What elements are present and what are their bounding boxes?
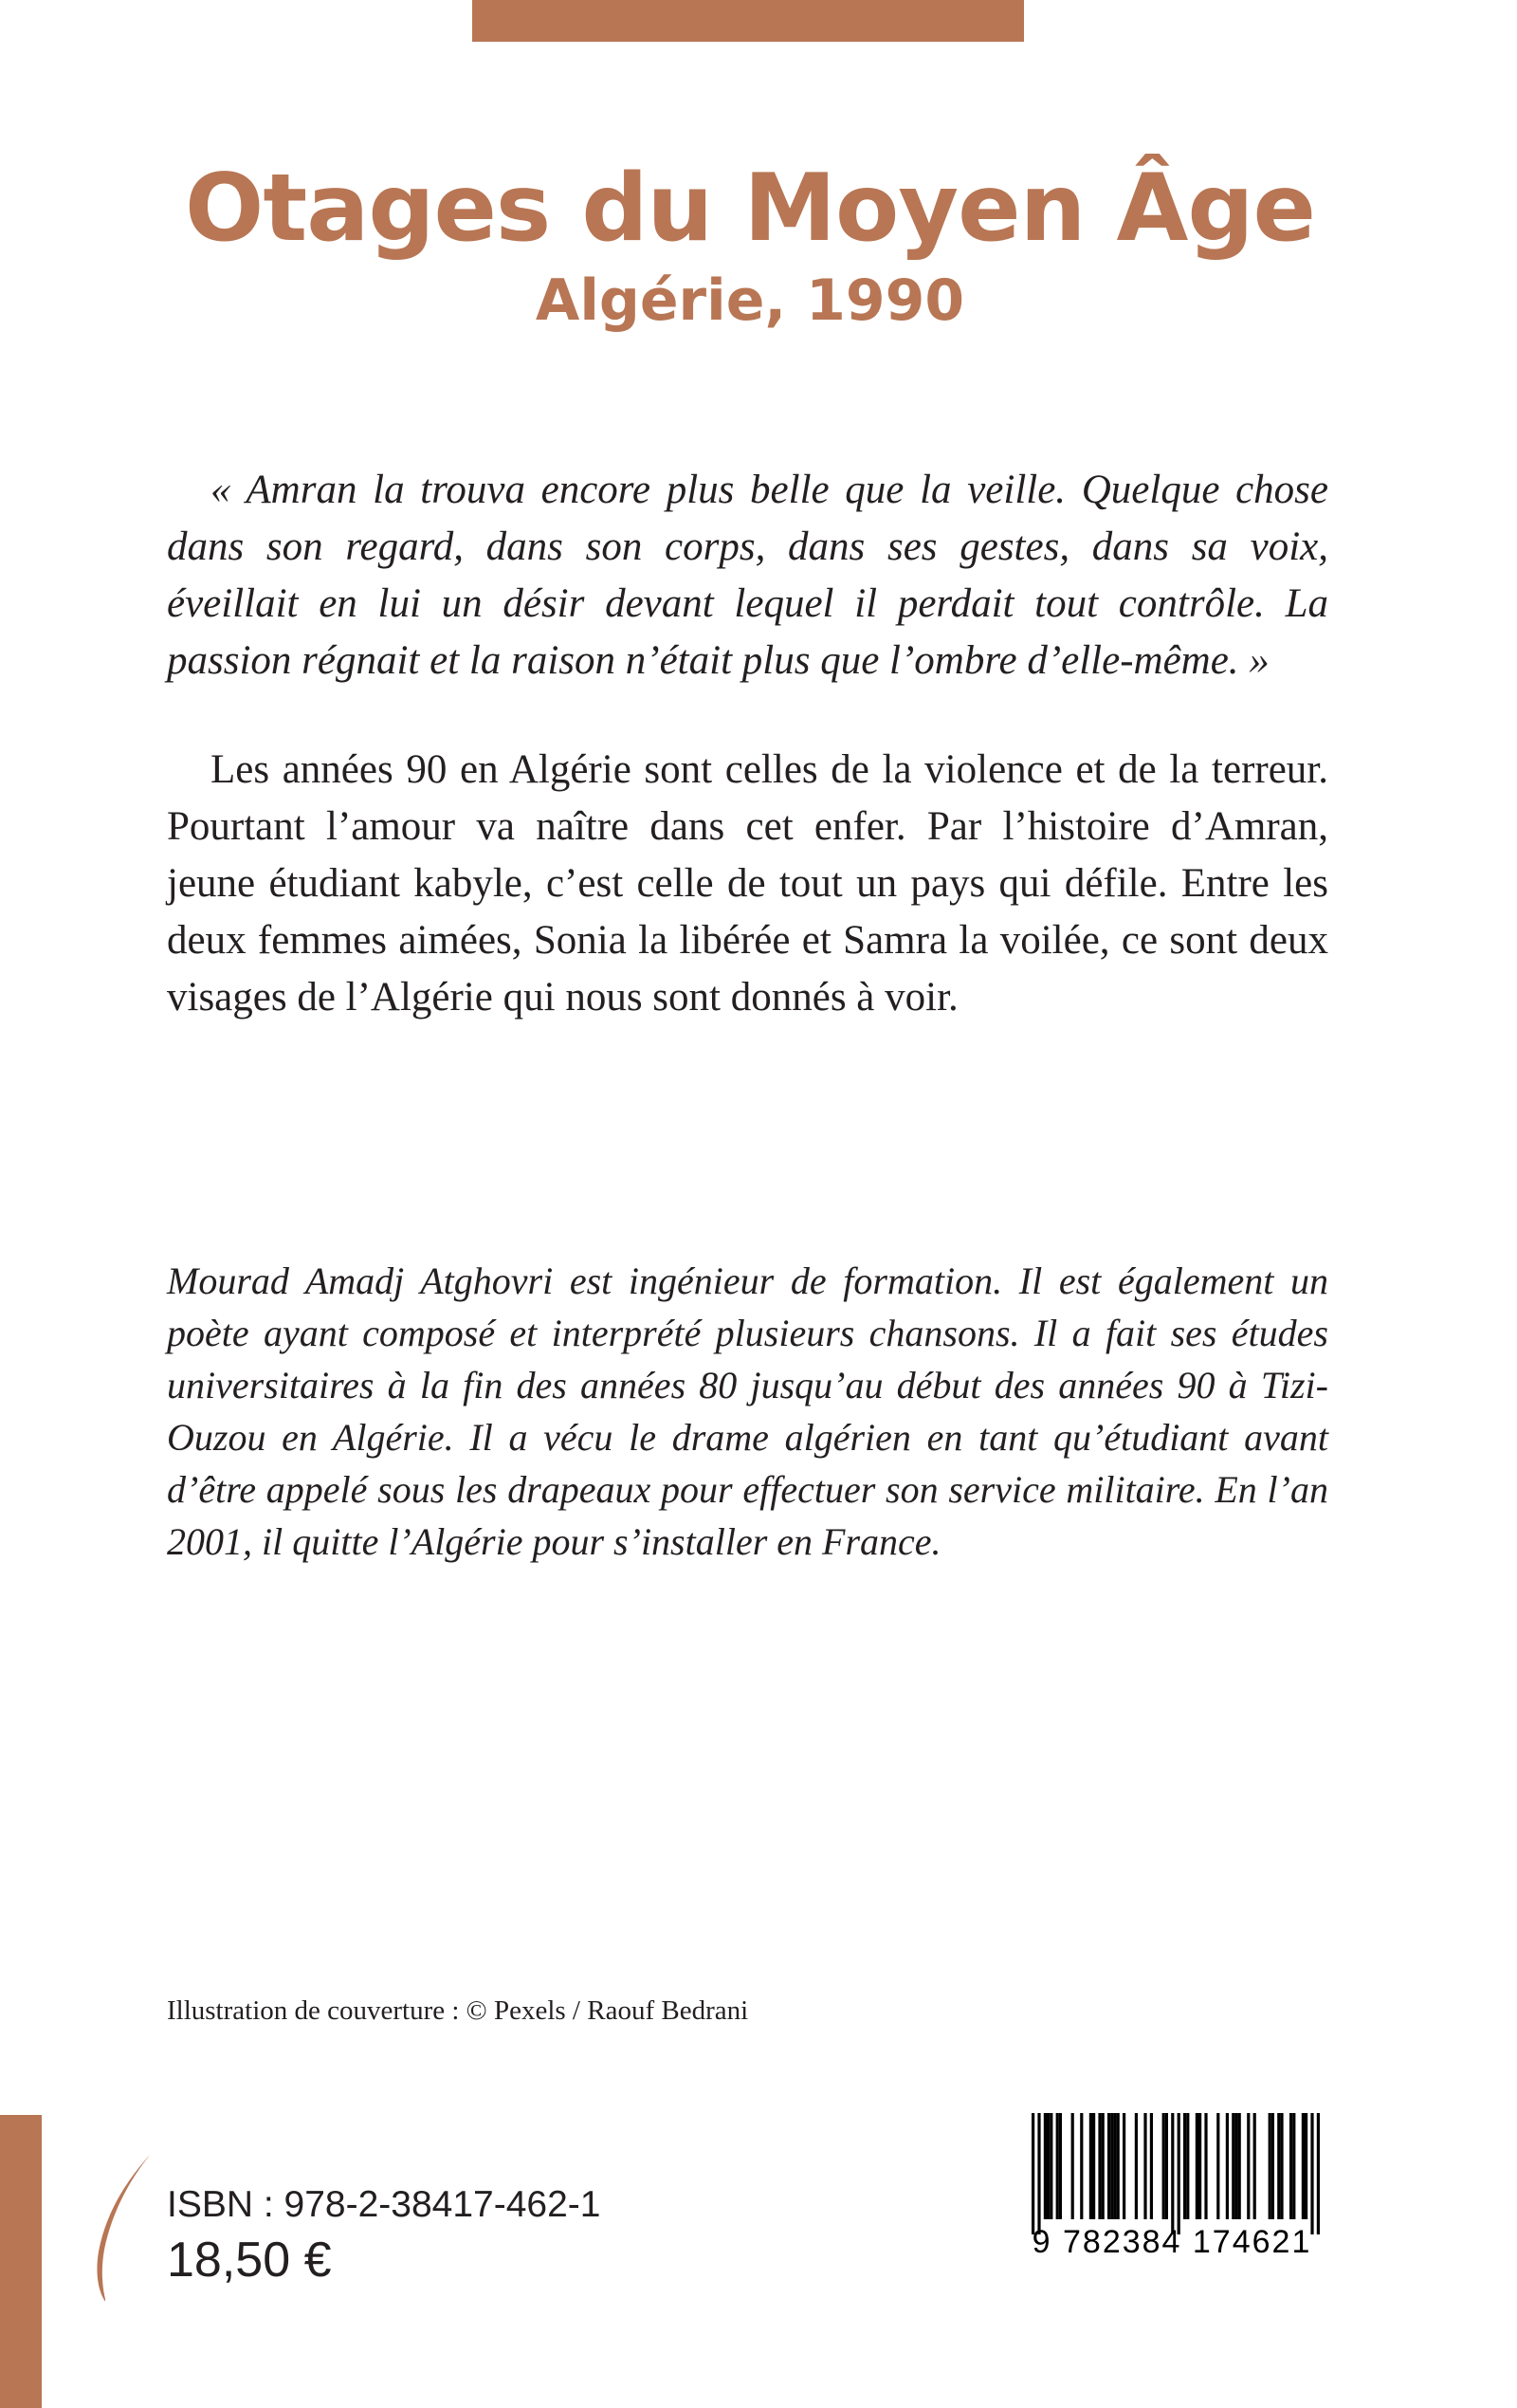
barcode-bar [1204, 2113, 1207, 2219]
barcode-bar [1102, 2113, 1105, 2219]
barcode-bar [1092, 2113, 1095, 2219]
barcode-bar [1143, 2113, 1146, 2219]
barcode-bar [1232, 2113, 1234, 2219]
book-subtitle: Algérie, 1990 [535, 267, 965, 334]
barcode-bar [1098, 2113, 1101, 2219]
barcode-bar [1226, 2113, 1229, 2219]
barcode-bar [1247, 2113, 1250, 2219]
barcode-bar [1198, 2113, 1201, 2219]
barcode-bar [1089, 2113, 1092, 2219]
barcode-bar [1186, 2113, 1189, 2219]
barcode-bar [1289, 2113, 1292, 2219]
barcode-bar [1135, 2113, 1138, 2219]
barcode-bar [1234, 2113, 1237, 2219]
barcode-bar [1165, 2113, 1168, 2219]
barcode-bar [1050, 2113, 1052, 2219]
barcode-bar [1047, 2113, 1050, 2219]
barcode-bar [1305, 2113, 1307, 2219]
barcode-bar [1183, 2113, 1186, 2219]
barcode-bar [1071, 2113, 1074, 2219]
feather-icon [93, 2151, 159, 2312]
barcode-bar [1107, 2113, 1110, 2219]
book-title: Otages du Moyen Âge [185, 155, 1315, 263]
barcode-number: 9 782384 174621 [1032, 2224, 1312, 2260]
barcode-bar [1196, 2113, 1198, 2219]
barcode-bar [1277, 2113, 1280, 2219]
barcode-bar [1117, 2113, 1120, 2219]
barcode-bar [1123, 2113, 1125, 2219]
barcode-bar [1059, 2113, 1062, 2219]
barcode-bar [1269, 2113, 1271, 2219]
barcode-bar [1110, 2113, 1113, 2219]
barcode-bar [1162, 2113, 1165, 2219]
barcode-bar [1113, 2113, 1116, 2219]
barcode-bar [1216, 2113, 1219, 2219]
barcode-bar [1292, 2113, 1295, 2219]
barcode-bar [1238, 2113, 1241, 2219]
author-bio: Mourad Amadj Atghovri est ingénieur de formation. Il est également un poète ayant composé et interprété plusieurs chansons. Il a fait ses études universitaires à la fin des années 80 jusqu’au début des années 90 à Tizi-Ouzou en Algérie. Il a vécu le drame algérien en tant qu’étudiant avant d’être appelé sous les drapeaux pour effectuer son service militaire. En l’an 2001, il quitte l’Algérie pour s’installer en France. [167, 1259, 1328, 1563]
barcode-bar [1253, 2113, 1256, 2219]
barcode-bar [1044, 2113, 1047, 2219]
barcode-bar [1080, 2113, 1083, 2219]
top-accent-band [472, 0, 1024, 42]
barcode-bar [1056, 2113, 1059, 2219]
barcode-bar [1280, 2113, 1283, 2219]
illustration-credit: Illustration de couverture : © Pexels / Raouf Bedrani [167, 1995, 749, 2026]
barcode-bar [1302, 2113, 1305, 2219]
isbn-text: ISBN : 978-2-38417-462-1 [167, 2184, 601, 2225]
side-accent-band [0, 2115, 42, 2408]
excerpt-quote: « Amran la trouva encore plus belle que la veille. Quelque chose dans son regard, dans son corps, dans ses gestes, dans sa voix, éveillait en lui un désir devant lequel il perdait tout contrôle. La passion régnait et la raison n’était plus que l’ombre d’elle-même. » [167, 468, 1328, 683]
barcode-bar [1150, 2113, 1153, 2219]
price-text: 18,50 € [167, 2233, 332, 2288]
barcode-bar [1271, 2113, 1274, 2219]
book-summary: Les années 90 en Algérie sont celles de la violence et de la terreur. Pourtant l’amour va naître dans cet enfer. Par l’histoire d’Amran, jeune étudiant kabyle, c’est celle de tout un pays qui défile. Entre les deux femmes aimées, Sonia la libérée et Samra la voilée, ce sont deux visages de l’Algérie qui nous sont donnés à voir. [167, 747, 1328, 1020]
